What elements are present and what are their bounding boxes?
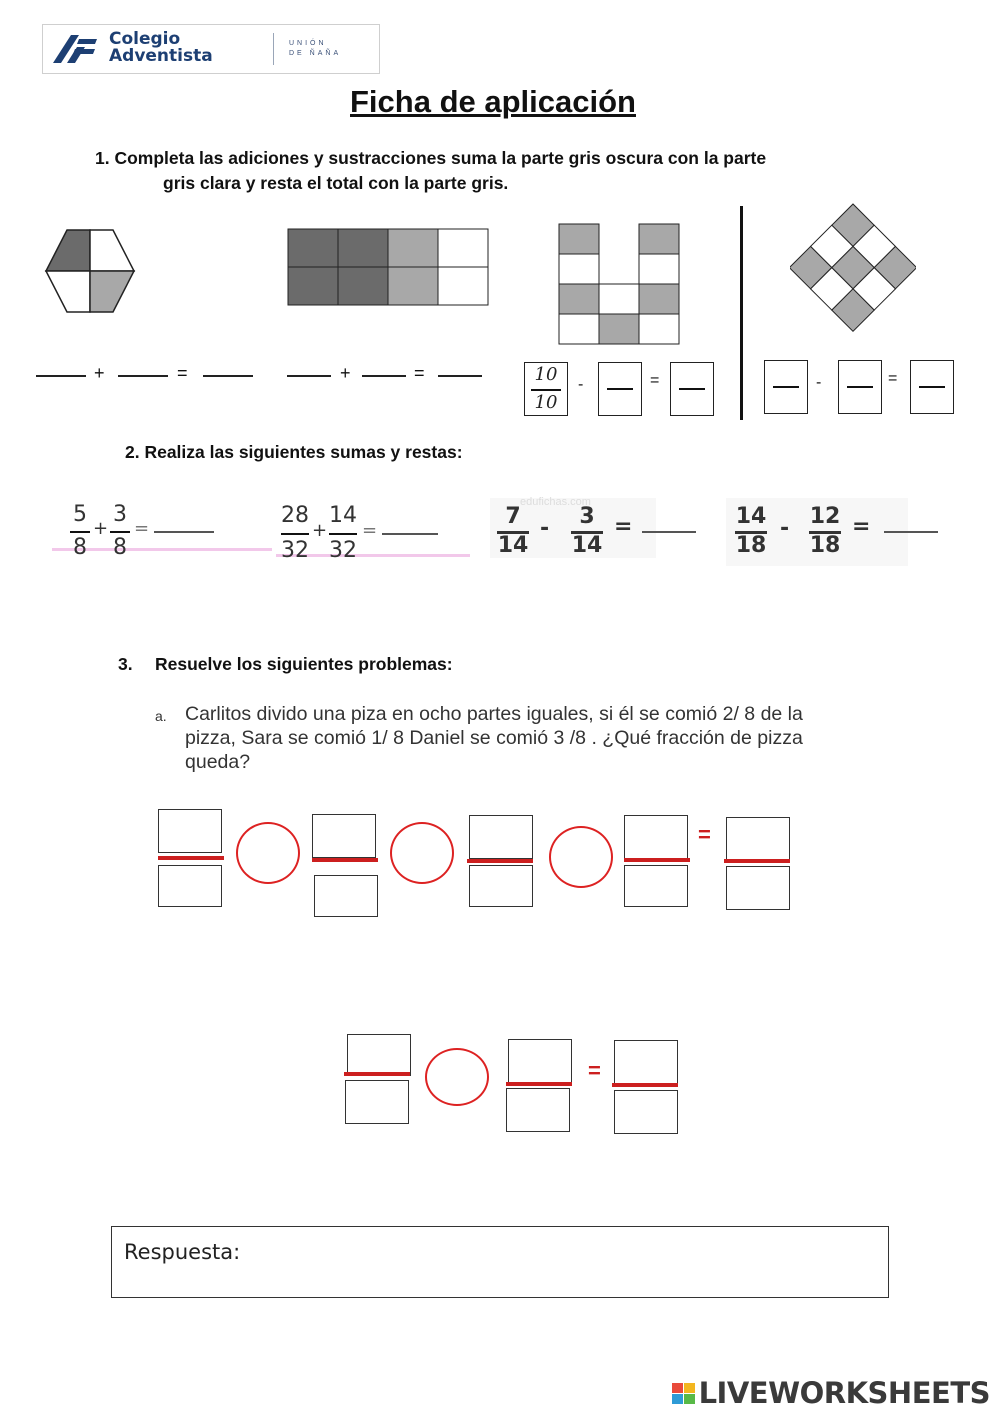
fraction-bar	[158, 856, 224, 860]
denominator: 14	[571, 533, 603, 558]
fraction-answer-box[interactable]	[764, 360, 808, 414]
school-subtitle	[289, 39, 341, 59]
numerator-input-box[interactable]	[469, 815, 533, 859]
numerator: 3	[579, 504, 595, 529]
denominator-input-box[interactable]	[726, 866, 790, 910]
liveworksheets-icon	[671, 1382, 697, 1406]
fraction-bar	[467, 859, 533, 863]
fraction-bar	[607, 388, 633, 390]
fraction-answer-box[interactable]	[598, 362, 642, 416]
answer-box[interactable]	[111, 1226, 889, 1298]
fraction-bar	[679, 388, 705, 390]
equals-sign: =	[414, 363, 425, 383]
answer-label: Respuesta:	[124, 1240, 241, 1264]
denominator-input-box[interactable]	[614, 1090, 678, 1134]
answer-blank[interactable]	[287, 375, 331, 377]
equals-sign: =	[362, 520, 378, 541]
liveworksheets-text: LIVEWORKSHEETS	[698, 1376, 990, 1410]
problem-letter: a.	[155, 708, 167, 724]
given-denominator: 10	[534, 392, 558, 413]
school-subtitle-line1: UNIÓN	[289, 40, 327, 47]
denominator-input-box[interactable]	[345, 1080, 409, 1124]
section2-instruction: 2. Realiza las siguientes sumas y restas:	[125, 442, 463, 462]
diamond-figure	[790, 200, 916, 338]
fraction-bar	[724, 859, 790, 863]
plus-sign: +	[312, 520, 328, 541]
answer-blank[interactable]	[118, 375, 168, 377]
numerator-input-box[interactable]	[158, 809, 222, 853]
liveworksheets-logo	[671, 1376, 990, 1410]
section1-instruction-line1: 1. Completa las adiciones y sustracciones suma la parte gris oscura con la parte	[95, 148, 767, 168]
numerator-input-box[interactable]	[624, 815, 688, 859]
fraction-bar	[110, 531, 130, 533]
fraction-answer-box[interactable]	[838, 360, 882, 414]
plus-sign: +	[93, 518, 109, 539]
answer-blank[interactable]	[642, 531, 696, 533]
equals-sign: =	[588, 1058, 601, 1083]
fraction-bar	[281, 533, 309, 535]
answer-blank[interactable]	[154, 531, 214, 533]
denominator: 32	[329, 538, 357, 563]
operator-circle[interactable]	[425, 1048, 489, 1106]
answer-blank[interactable]	[438, 375, 482, 377]
numerator: 5	[73, 502, 87, 527]
school-name	[109, 31, 213, 65]
section3-instruction: Resuelve los siguientes problemas:	[155, 654, 453, 674]
operator-circle[interactable]	[549, 826, 613, 888]
fraction-bar	[612, 1083, 678, 1087]
answer-blank[interactable]	[203, 375, 253, 377]
school-name-line2: Adventista	[109, 46, 213, 66]
plus-sign: +	[94, 363, 105, 383]
equals-sign: =	[650, 372, 660, 389]
numerator-input-box[interactable]	[347, 1034, 411, 1076]
u-shape-grid-figure	[558, 223, 682, 347]
minus-sign: -	[578, 376, 584, 393]
problem-statement	[185, 702, 905, 774]
answer-blank[interactable]	[362, 375, 406, 377]
fraction-bar	[329, 533, 357, 535]
denominator-input-box[interactable]	[314, 875, 378, 917]
numerator-input-box[interactable]	[312, 814, 376, 858]
denominator-input-box[interactable]	[469, 865, 533, 907]
operator-circle[interactable]	[236, 822, 300, 884]
equals-sign: =	[177, 363, 188, 383]
vertical-divider	[740, 206, 743, 420]
equals-sign: =	[134, 518, 150, 539]
problem-line1: Carlitos divido una piza en ocho partes iguales, si él se comió 2/ 8 de la	[185, 703, 803, 725]
equals-sign: =	[852, 514, 871, 539]
fraction-bar	[919, 386, 945, 388]
numerator: 3	[113, 502, 127, 527]
numerator-input-box[interactable]	[508, 1039, 572, 1083]
school-logo-icon	[49, 31, 101, 65]
fraction-bar	[312, 858, 378, 862]
school-subtitle-line2: DE ÑAÑA	[289, 50, 342, 57]
fraction-bar	[847, 386, 873, 388]
fraction-bar	[624, 858, 690, 862]
numerator: 28	[281, 503, 309, 528]
numerator: 14	[329, 503, 357, 528]
denominator: 18	[735, 533, 767, 558]
denominator-input-box[interactable]	[506, 1088, 570, 1132]
logo-divider	[273, 33, 274, 65]
watermark-text: edufichas.com	[520, 496, 591, 508]
given-numerator: 10	[534, 364, 558, 385]
denominator: 32	[281, 538, 309, 563]
answer-blank[interactable]	[36, 375, 86, 377]
minus-sign: -	[816, 374, 822, 391]
denominator: 18	[809, 533, 841, 558]
minus-sign: -	[540, 516, 550, 541]
problem-line3: queda?	[185, 751, 251, 773]
minus-sign: -	[780, 516, 790, 541]
denominator-input-box[interactable]	[158, 865, 222, 907]
numerator: 7	[505, 504, 521, 529]
section1-instruction-line2: gris clara y resta el total con la parte gris.	[163, 173, 509, 193]
denominator: 8	[113, 535, 127, 560]
fraction-answer-box[interactable]	[910, 360, 954, 414]
school-logo	[42, 24, 380, 74]
problem-line2: pizza, Sara se comió 1/ 8 Daniel se comió 3 /8 . ¿Qué fracción de pizza	[185, 727, 803, 749]
fraction-bar	[70, 531, 90, 533]
operator-circle[interactable]	[390, 822, 454, 884]
denominator-input-box[interactable]	[624, 865, 688, 907]
fraction-bar	[773, 386, 799, 388]
fraction-bar	[506, 1082, 572, 1086]
equals-sign: =	[698, 822, 711, 847]
plus-sign: +	[340, 363, 351, 383]
numerator-input-box[interactable]	[614, 1040, 678, 1084]
section1-instruction	[95, 146, 915, 196]
denominator: 14	[497, 533, 529, 558]
fraction-bar	[344, 1072, 410, 1076]
numerator: 14	[735, 504, 767, 529]
answer-blank[interactable]	[884, 531, 938, 533]
numerator: 12	[809, 504, 841, 529]
page-title: Ficha de aplicación	[350, 84, 636, 119]
denominator: 8	[73, 535, 87, 560]
hexagon-figure	[44, 228, 136, 314]
section3-number: 3.	[118, 654, 133, 674]
numerator-input-box[interactable]	[726, 817, 790, 861]
rectangle-grid-figure	[287, 228, 491, 306]
equals-sign: =	[888, 370, 898, 387]
school-name-line1: Colegio	[109, 29, 181, 49]
fraction-bar	[531, 389, 561, 391]
equals-sign: =	[614, 514, 633, 539]
given-fraction	[524, 362, 568, 416]
fraction-answer-box[interactable]	[670, 362, 714, 416]
answer-blank[interactable]	[382, 533, 438, 535]
